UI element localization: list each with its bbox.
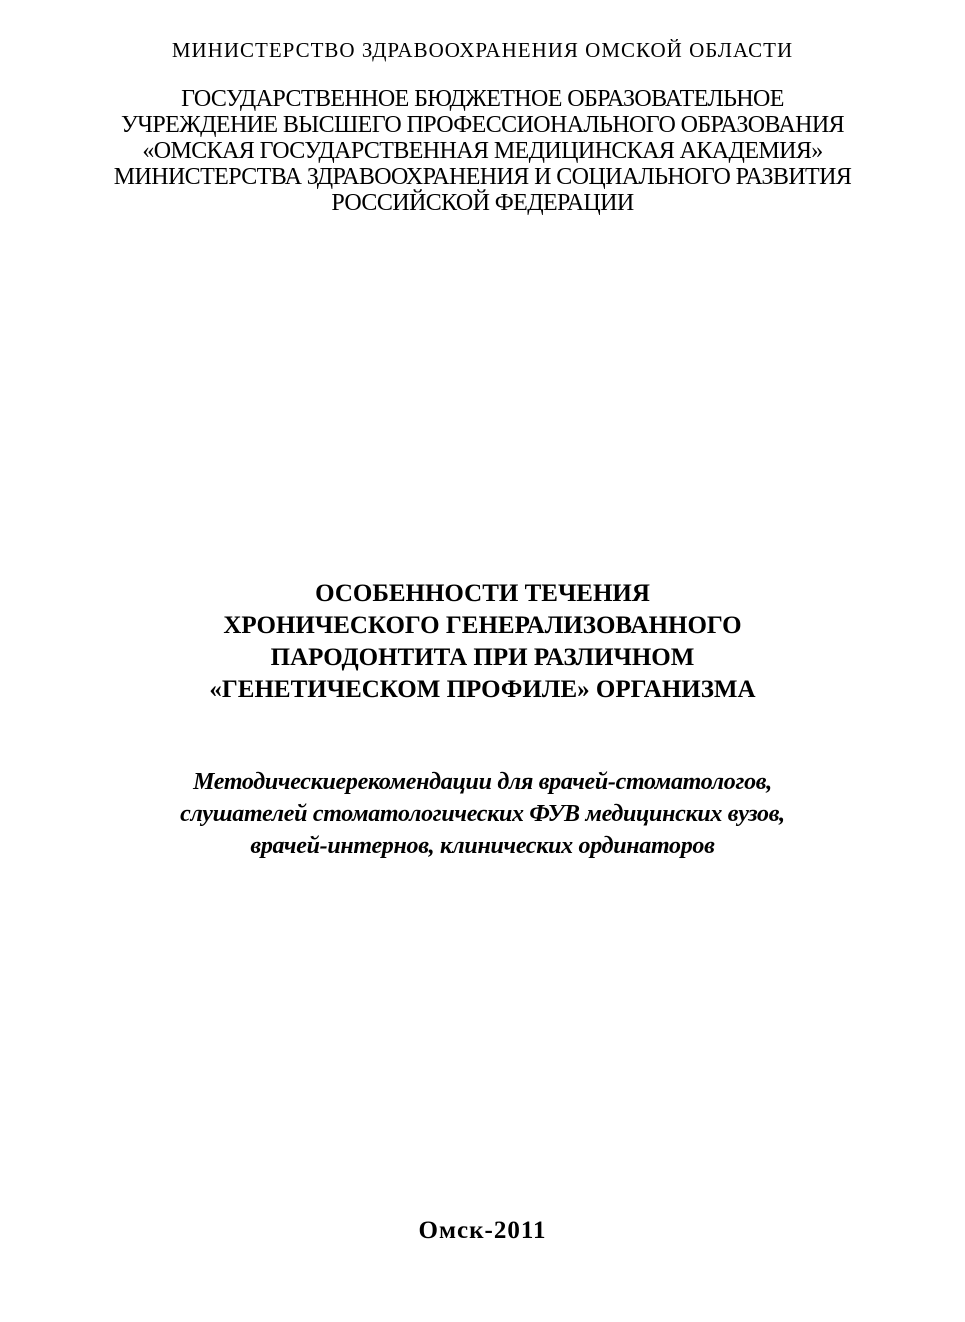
subtitle-line: слушателей стоматологических ФУВ медицинских вузов, (180, 801, 785, 827)
institution-line: ГОСУДАРСТВЕННОЕ БЮДЖЕТНОЕ ОБРАЗОВАТЕЛЬНОЕ (181, 86, 784, 112)
title-line: ОСОБЕННОСТИ ТЕЧЕНИЯ (315, 580, 650, 607)
institution-line: УЧРЕЖДЕНИЕ ВЫСШЕГО ПРОФЕССИОНАЛЬНОГО ОБРАЗОВАНИЯ (121, 112, 844, 138)
city-year: Омск-2011 (418, 1217, 547, 1244)
title-line: «ГЕНЕТИЧЕСКОМ ПРОФИЛЕ» ОРГАНИЗМА (209, 676, 756, 703)
institution-line: РОССИЙСКОЙ ФЕДЕРАЦИИ (331, 190, 634, 216)
subtitle-line: врачей-интернов, клинических ординаторов (250, 833, 715, 859)
subtitle-line: Методическиерекомендации для врачей-стоматологов, (193, 769, 772, 795)
institution-name-block (0, 86, 965, 216)
institution-line: МИНИСТЕРСТВА ЗДРАВООХРАНЕНИЯ И СОЦИАЛЬНОГО РАЗВИТИЯ (113, 164, 852, 190)
document-subtitle (0, 766, 965, 862)
document-title (0, 578, 965, 706)
ministry-header: МИНИСТЕРСТВО ЗДРАВООХРАНЕНИЯ ОМСКОЙ ОБЛАСТИ (171, 38, 794, 62)
title-line: ПАРОДОНТИТА ПРИ РАЗЛИЧНОМ (270, 644, 695, 671)
title-line: ХРОНИЧЕСКОГО ГЕНЕРАЛИЗОВАННОГО (223, 612, 742, 639)
institution-line: «ОМСКАЯ ГОСУДАРСТВЕННАЯ МЕДИЦИНСКАЯ АКАДЕМИЯ» (142, 138, 823, 164)
